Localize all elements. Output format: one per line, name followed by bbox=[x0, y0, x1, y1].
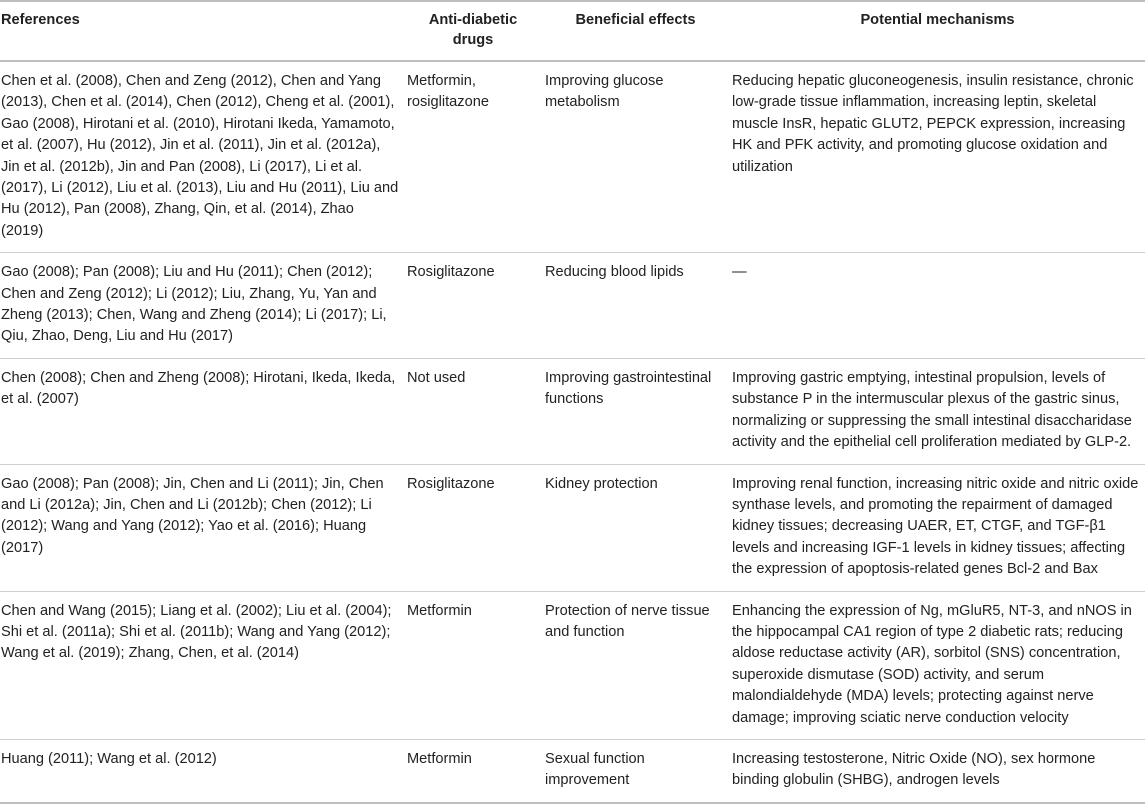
table-row bbox=[0, 464, 1145, 591]
references-cell: Gao (2008); Pan (2008); Liu and Hu (2011); Chen (2012); Chen and Zeng (2012); Li (2012); Liu, Zhang, Yu, Yan and Zheng (2013); Chen, Wang and Zheng (2014); Li (2017); Li, Qiu, Zhao, Deng, Liu and Hu (2017) bbox=[0, 253, 405, 359]
drugs-cell: Rosiglitazone bbox=[405, 253, 543, 359]
mechanisms-cell: Increasing testosterone, Nitric Oxide (NO), sex hormone binding globulin (SHBG), androgen levels bbox=[730, 739, 1145, 802]
drugs-cell: Not used bbox=[405, 358, 543, 464]
table-row bbox=[0, 358, 1145, 464]
header-drugs: Anti-diabetic drugs bbox=[405, 1, 543, 61]
effects-cell: Reducing blood lipids bbox=[543, 253, 730, 359]
table-row bbox=[0, 61, 1145, 253]
effects-cell: Sexual function improvement bbox=[543, 739, 730, 802]
header-effects: Beneficial effects bbox=[543, 1, 730, 61]
references-cell: Chen (2008); Chen and Zheng (2008); Hirotani, Ikeda, Ikeda, et al. (2007) bbox=[0, 358, 405, 464]
references-cell: Gao (2008); Pan (2008); Jin, Chen and Li (2011); Jin, Chen and Li (2012a); Jin, Chen and Li (2012b); Chen (2012); Li (2012); Wang and Yang (2012); Yao et al. (2016); Huang (2017) bbox=[0, 464, 405, 591]
references-cell: Huang (2011); Wang et al. (2012) bbox=[0, 739, 405, 802]
table-row bbox=[0, 739, 1145, 802]
header-row bbox=[0, 1, 1145, 61]
effects-cell: Kidney protection bbox=[543, 464, 730, 591]
table-header bbox=[0, 1, 1145, 61]
mechanisms-cell: — bbox=[730, 253, 1145, 359]
mechanisms-cell: Reducing hepatic gluconeogenesis, insulin resistance, chronic low-grade tissue inflammation, increasing leptin, skeletal muscle InsR, hepatic GLUT2, PEPCK expression, increasing HK and PFK activity, and promoting glucose oxidation and utilization bbox=[730, 61, 1145, 253]
drugs-cell: Metformin bbox=[405, 739, 543, 802]
mechanisms-cell: Enhancing the expression of Ng, mGluR5, NT-3, and nNOS in the hippocampal CA1 region of type 2 diabetic rats; reducing aldose reductase activity (AR), sorbitol (SNS) concentration, superoxide dismutase (SOD) activity, and serum malondialdehyde (MDA) levels; protecting against nerve damage; improving sciatic nerve conduction velocity bbox=[730, 591, 1145, 739]
drugs-cell: Metformin bbox=[405, 591, 543, 739]
mechanisms-cell: Improving gastric emptying, intestinal propulsion, levels of substance P in the intermuscular plexus of the gastric sinus, normalizing or suppressing the small intestinal disaccharidase activity and the epithelial cell proliferation mediated by GLP-2. bbox=[730, 358, 1145, 464]
effects-cell: Improving gastrointestinal functions bbox=[543, 358, 730, 464]
drugs-cell: Rosiglitazone bbox=[405, 464, 543, 591]
table-body bbox=[0, 61, 1145, 803]
table-row bbox=[0, 591, 1145, 739]
mechanisms-cell: Improving renal function, increasing nitric oxide and nitric oxide synthase levels, and promoting the repairment of damaged kidney tissues; decreasing UAER, ET, CTGF, and TGF-β1 levels and increasing IGF-1 levels in kidney tissues; affecting the expression of apoptosis-related genes Bcl-2 and Bax bbox=[730, 464, 1145, 591]
references-cell: Chen and Wang (2015); Liang et al. (2002); Liu et al. (2004); Shi et al. (2011a); Shi et al. (2011b); Wang and Yang (2012); Wang et al. (2019); Zhang, Chen, et al. (2014) bbox=[0, 591, 405, 739]
effects-cell: Protection of nerve tissue and function bbox=[543, 591, 730, 739]
effects-cell: Improving glucose metabolism bbox=[543, 61, 730, 253]
drugs-cell: Metformin, rosiglitazone bbox=[405, 61, 543, 253]
header-mechanisms: Potential mechanisms bbox=[730, 1, 1145, 61]
table-row bbox=[0, 253, 1145, 359]
references-cell: Chen et al. (2008), Chen and Zeng (2012), Chen and Yang (2013), Chen et al. (2014), Chen (2012), Cheng et al. (2001), Gao (2008), Hirotani et al. (2010), Hirotani Ikeda, Yamamoto, et al. (2007), Hu (2012), Jin et al. (2011), Jin et al. (2012a), Jin et al. (2012b), Jin and Pan (2008), Li (2017), Li et al. (2017), Li (2012), Liu et al. (2013), Liu and Hu (2011), Liu and Hu (2012), Pan (2008), Zhang, Qin, et al. (2014), Zhao (2019) bbox=[0, 61, 405, 253]
header-references: References bbox=[0, 1, 405, 61]
